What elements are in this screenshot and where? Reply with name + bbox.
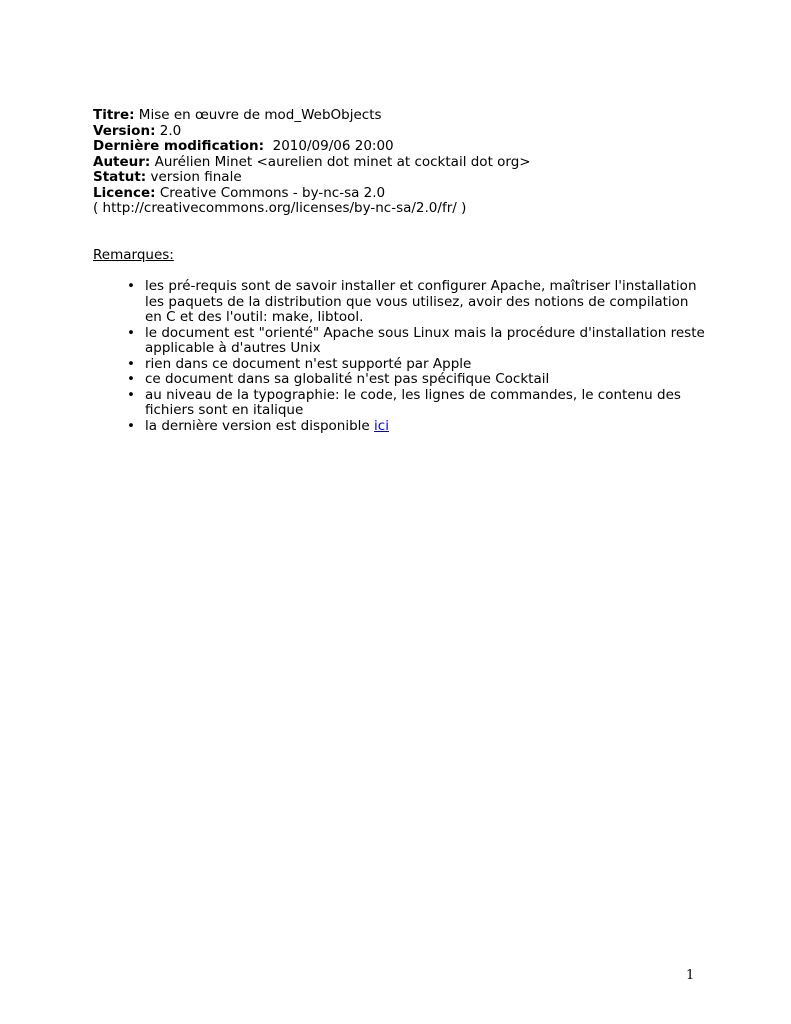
status-value: version finale: [146, 169, 242, 185]
list-item-text: ce document dans sa globalité n'est pas spécifique Cocktail: [145, 371, 550, 387]
list-item: [127, 324, 705, 357]
title-label: Titre:: [93, 107, 135, 123]
license-url-line: ( http://creativecommons.org/licenses/by-nc-sa/2.0/fr/ ): [93, 200, 467, 216]
bullet-icon: •: [127, 371, 135, 387]
bullet-icon: •: [127, 417, 135, 434]
title-value: Mise en œuvre de mod_WebObjects: [134, 107, 382, 123]
list-item-text: le document est "orienté" Apache sous Linux mais la procédure d'installation reste applicable à d'autres Unix: [145, 324, 705, 356]
list-item-text: rien dans ce document n'est supporté par Apple: [145, 355, 472, 372]
version-value: 2.0: [155, 122, 182, 139]
list-item: [127, 386, 705, 419]
status-label: Statut:: [93, 169, 147, 185]
page-number: 1: [686, 968, 695, 983]
license-label: Licence:: [93, 184, 156, 201]
list-item: [127, 355, 705, 373]
list-item-text: la dernière version est disponible: [145, 417, 375, 434]
modified-label: Dernière modification:: [93, 138, 265, 154]
modified-value: 2010/09/06 20:00: [264, 138, 394, 154]
title-line: [93, 108, 733, 124]
remarks-list: [127, 278, 705, 434]
list-item-text: les pré-requis sont de savoir installer et configurer Apache, maîtriser l'installation les paquets de la distribution que vous utilisez, avoir des notions de compilation en C et des l'outil: make, libtool.: [145, 278, 697, 325]
author-label: Auteur:: [93, 153, 151, 170]
modified-line: [93, 139, 733, 155]
document-metadata: [93, 108, 733, 217]
version-line: [93, 124, 733, 140]
list-item: [127, 371, 705, 388]
author-line: [93, 155, 733, 171]
status-line: [93, 170, 733, 186]
bullet-icon: •: [127, 278, 135, 294]
list-item: [127, 417, 705, 435]
author-value: Aurélien Minet <aurelien dot minet at cocktail dot org>: [150, 153, 531, 170]
bullet-icon: •: [127, 324, 135, 341]
latest-version-link[interactable]: ici: [374, 417, 389, 434]
license-line: [93, 186, 733, 202]
bullet-icon: •: [127, 386, 135, 403]
bullet-icon: •: [127, 355, 135, 372]
remarks-heading: Remarques:: [93, 247, 174, 263]
version-label: Version:: [93, 122, 156, 139]
list-item: [127, 278, 705, 326]
list-item-text: au niveau de la typographie: le code, les lignes de commandes, le contenu des fichiers sont en italique: [145, 386, 681, 418]
license-value: Creative Commons - by-nc-sa 2.0: [155, 184, 386, 201]
